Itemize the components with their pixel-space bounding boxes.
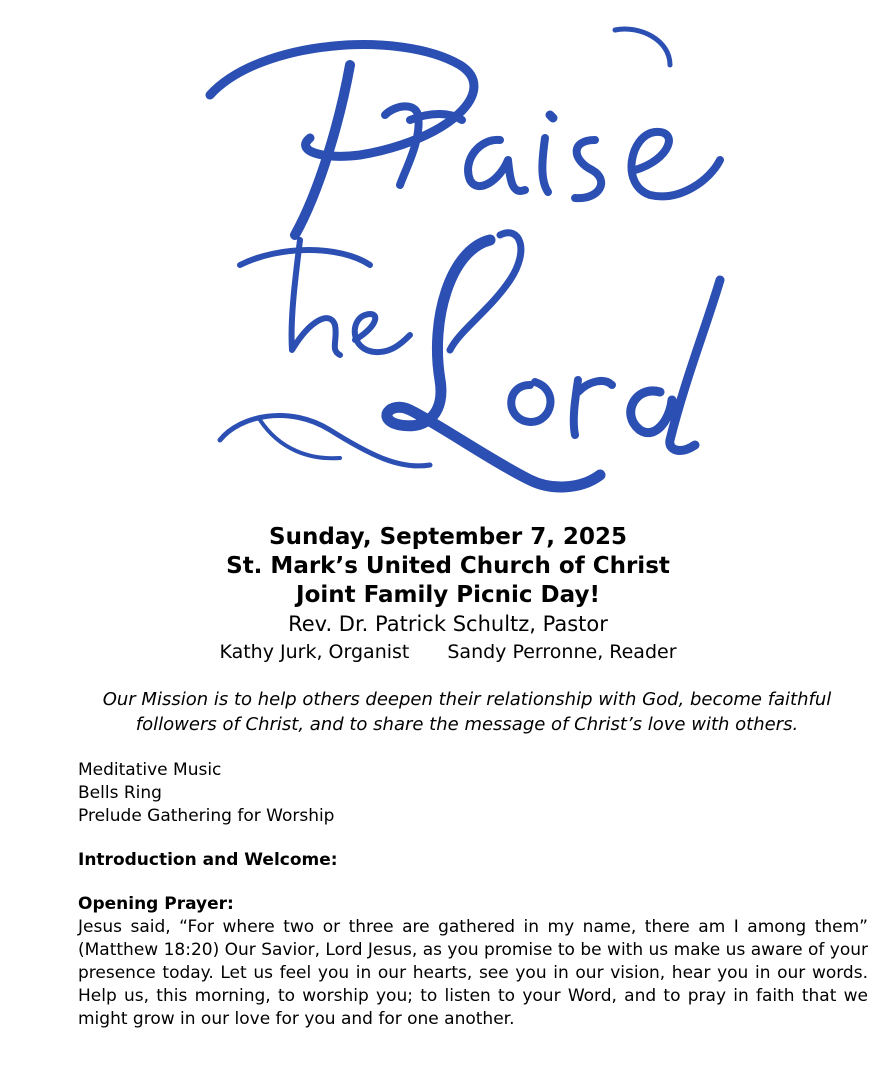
introduction-heading: Introduction and Welcome: bbox=[78, 850, 338, 870]
event-title: Joint Family Picnic Day! bbox=[296, 582, 600, 608]
mission-statement: Our Mission is to help others deepen their relationship with God, become faithful followers of Christ, and to share the message of Christ’s love with others. bbox=[102, 689, 832, 735]
reader-line: Sandy Perronne, Reader bbox=[447, 641, 677, 663]
service-date: Sunday, September 7, 2025 bbox=[269, 524, 627, 550]
order-of-worship bbox=[78, 759, 868, 1031]
praise-the-lord-logo bbox=[200, 20, 740, 510]
pastor-line: Rev. Dr. Patrick Schultz, Pastor bbox=[288, 612, 608, 636]
opening-prayer-heading: Opening Prayer: bbox=[78, 894, 234, 914]
order-item: Meditative Music bbox=[78, 760, 222, 780]
opening-prayer-text: Jesus said, “For where two or three are gathered in my name, there am I among them” (Matthew 18:20) Our Savior, Lord Jesus, as you promise to be with us make us aware of your presence today. Let us feel you in our hearts, see you in our vision, hear you in our words. Help us, this morning, to worship you; to listen to your Word, and to pray in faith that we might grow in our love for you and for one another. bbox=[78, 917, 868, 1029]
order-item: Prelude Gathering for Worship bbox=[78, 806, 335, 826]
staff-line bbox=[0, 638, 896, 666]
order-item: Bells Ring bbox=[78, 783, 162, 803]
church-name: St. Mark’s United Church of Christ bbox=[226, 553, 670, 579]
service-header bbox=[0, 523, 896, 666]
organist-line: Kathy Jurk, Organist bbox=[219, 641, 410, 663]
